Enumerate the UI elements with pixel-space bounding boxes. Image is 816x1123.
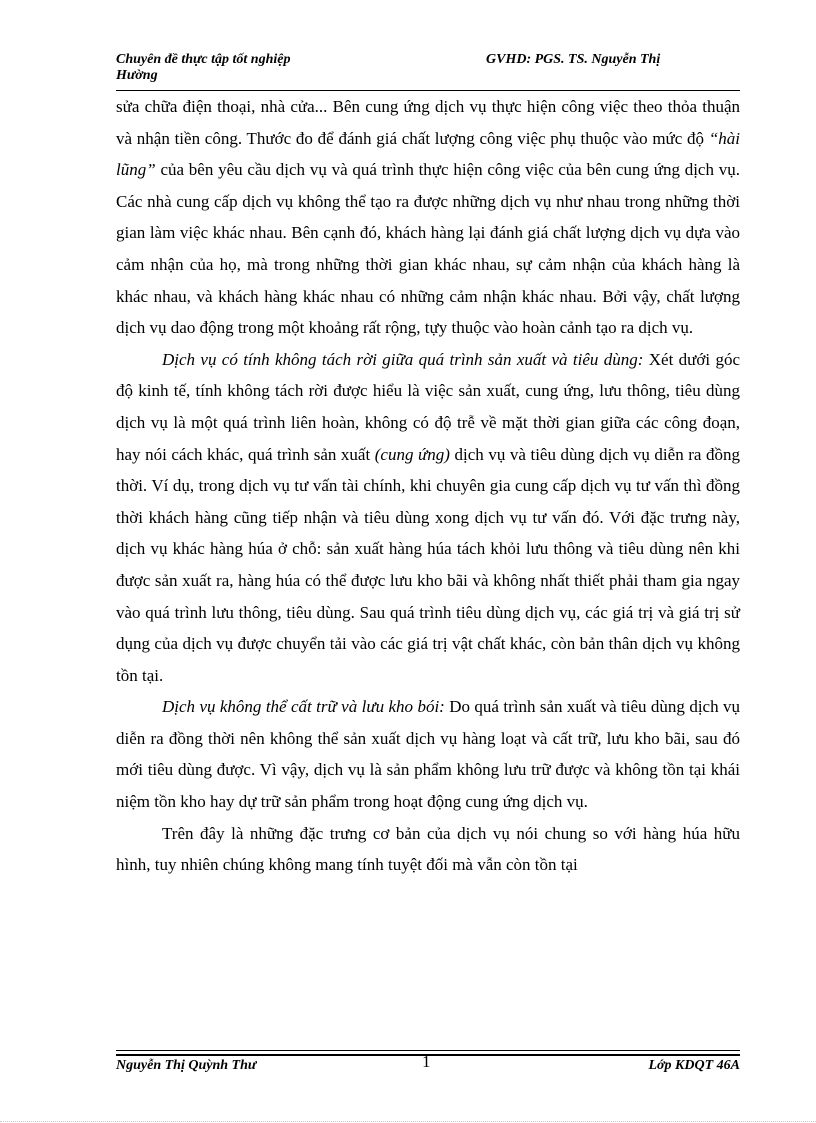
document-body: [116, 91, 740, 881]
supervisor-label: GVHD: PGS. TS. Nguyễn Thị: [486, 52, 661, 67]
page-header: [116, 52, 740, 92]
footer-author: Nguyễn Thị Quỳnh Thư: [116, 1058, 257, 1073]
paragraph-2-parenthetical: (cung ứng): [374, 444, 450, 464]
paragraph-1-rest: của bên yêu cầu dịch vụ và quá trình thực hiện công việc của bên cung ứng dịch vụ. Các nhà cung cấp dịch vụ không thể tạo ra được những dịch vụ như nhau trong những thời gian làm việc khác nhau. Bên cạnh đó, khách hàng lại đánh giá chất lượng dịch vụ dựa vào cảm nhận của họ, mà trong những thời gian khác nhau, sự cảm nhận của khách hàng là khác nhau, và khách hàng khác nhau có những cảm nhận khác nhau. Bởi vậy, chất lượng dịch vụ dao động trong một khoảng rất rộng, tựy thuộc vào hoàn cảnh tạo ra dịch vụ.: [116, 160, 740, 338]
paragraph-2-text-b: dịch vụ và tiêu dùng dịch vụ diễn ra đồng thời. Ví dụ, trong dịch vụ tư vấn tài chính, khi chuyên gia cung cấp dịch vụ tư vấn thì đồng thời khách hàng cũng tiếp nhận và tiêu dùng xong dịch vụ tư vấn đó. Với đặc trưng này, dịch vụ khác hàng húa ở chỗ: sản xuất hàng húa tách khỏi lưu thông và tiêu dùng nên khi được sản xuất ra, hàng húa có thể được lưu kho bãi và không nhất thiết phải tham gia ngay vào quá trình lưu thông, tiêu dùng. Sau quá trình tiêu dùng dịch vụ, các giá trị và giá trị sử dụng của dịch vụ được chuyển tải vào các giá trị vật chất khác, còn bản thân dịch vụ không tồn tại.: [116, 444, 741, 685]
footer-divider-thin: [116, 1050, 740, 1051]
supervisor-name-continuation: Hường: [116, 68, 158, 83]
footer-class: Lớp KDQT 46A: [648, 1058, 740, 1073]
paragraph-2-text-a: Xét dưới góc độ kinh tế, tính không tách rời được hiểu là việc sản xuất, cung ứng, lưu thông, tiêu dùng dịch vụ là một quá trình liên hoàn, không có độ trễ về mặt thời gian giữa các công đoạn, hay nói cách khác, quá trình sản xuất: [116, 349, 740, 464]
paragraph-1-text: sửa chữa điện thoại, nhà cửa... Bên cung ứng dịch vụ thực hiện công việc theo thỏa thuận và nhận tiền công. Thước đo để đánh giá chất lượng công việc phụ thuộc vào mức độ: [116, 97, 740, 148]
page-bottom-edge: [0, 1121, 816, 1122]
paragraph-3: [116, 691, 740, 817]
paragraph-3-heading: Dịch vụ không thể cất trữ và lưu kho bói:: [162, 697, 445, 717]
paragraph-1: [116, 91, 740, 344]
document-title: [116, 52, 356, 84]
paragraph-1-quote: “hài lũng”: [116, 128, 740, 180]
paragraph-3-text: Do quá trình sản xuất và tiêu dùng dịch vụ diễn ra đồng thời nên không thể sản xuất dịch vụ hàng loạt và cất trữ, lưu kho bãi, sau đó mới tiêu dùng được. Vì vậy, dịch vụ là sản phẩm không lưu trữ được và không tồn tại khái niệm tồn kho hay dự trữ sản phẩm trong hoạt động cung ứng dịch vụ.: [116, 697, 740, 812]
paragraph-4: Trên đây là những đặc trưng cơ bản của dịch vụ nói chung so với hàng húa hữu hình, tuy nhiên chúng không mang tính tuyệt đối mà vẫn còn tồn tại: [116, 823, 740, 875]
paragraph-2: [116, 344, 740, 692]
page-number: 1: [422, 1052, 431, 1071]
paragraph-2-heading: Dịch vụ có tính không tách rời giữa quá trình sản xuất và tiêu dùng:: [162, 349, 644, 369]
document-title-text: Chuyên đề thực tập tốt nghiệp: [116, 52, 291, 67]
